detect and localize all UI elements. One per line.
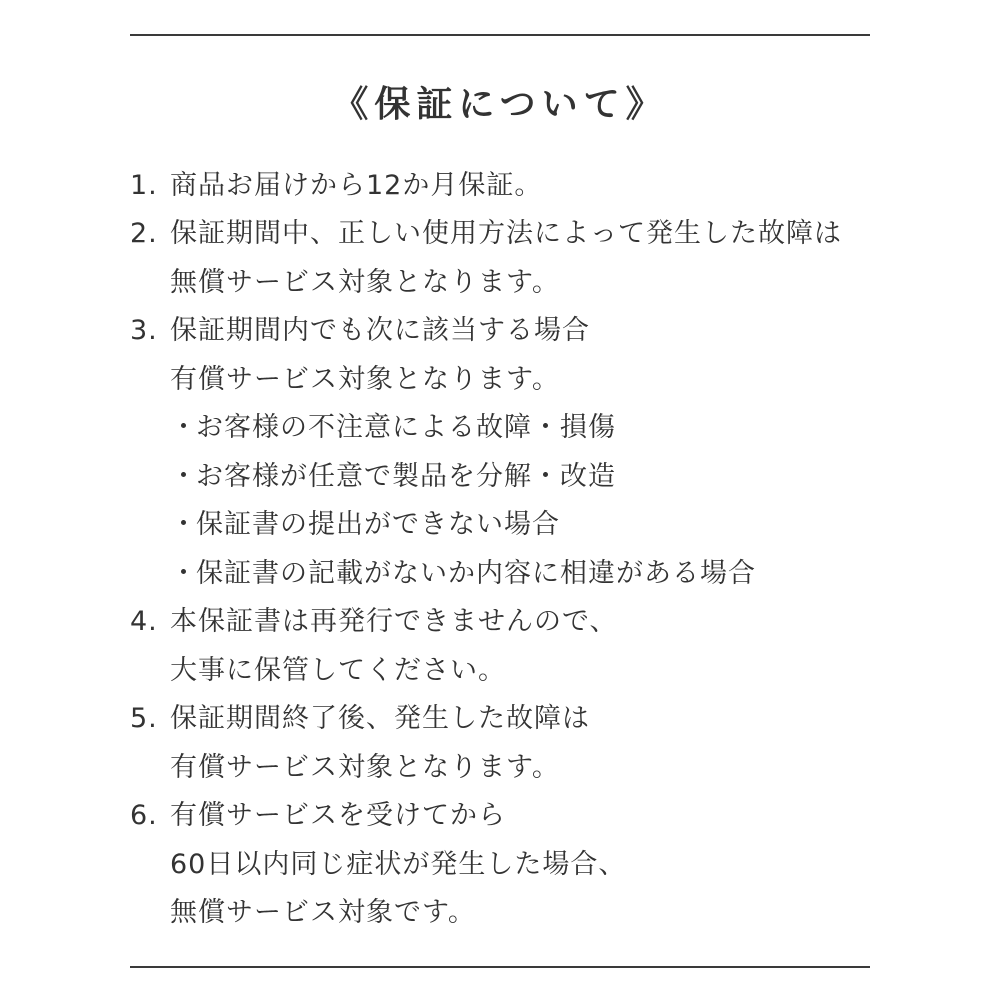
list-item-2-continuation (170, 259, 560, 307)
item-text: 保証期間中、正しい使用方法によって発生した故障は (170, 218, 842, 249)
item-text: 保証期間内でも次に該当する場合 (170, 315, 590, 346)
bullet-icon: ・ (170, 558, 198, 589)
item-text: 保証期間終了後、発生した故障は (170, 703, 590, 734)
list-item-4 (130, 598, 617, 646)
list-item-5 (130, 695, 590, 743)
item-text: 本保証書は再発行できませんので、 (170, 606, 618, 637)
bullet-text: 保証書の提出ができない場合 (196, 509, 560, 540)
bottom-divider (130, 966, 870, 968)
bullet-text: 保証書の記載がないか内容に相違がある場合 (196, 558, 756, 589)
bullet-icon: ・ (170, 461, 198, 492)
list-item-3-continuation (170, 356, 560, 404)
bullet-text: お客様が任意で製品を分解・改造 (196, 461, 616, 492)
page-title: 《保証について》 (332, 84, 668, 125)
item-number: 1. (130, 170, 158, 201)
bullet-text: お客様の不注意による故障・損傷 (196, 412, 616, 443)
list-item-1 (130, 162, 542, 210)
item-number: 3. (130, 315, 158, 346)
item-number: 6. (130, 800, 158, 831)
list-item-4-continuation (170, 647, 506, 695)
item-text: 有償サービス対象となります。 (170, 752, 560, 783)
list-item-3 (130, 307, 590, 355)
sub-bullet-2 (170, 453, 616, 501)
list-item-6-continuation (170, 889, 476, 937)
item-text: 無償サービス対象です。 (170, 897, 476, 928)
sub-bullet-3 (170, 501, 560, 549)
bullet-icon: ・ (170, 412, 198, 443)
bullet-icon: ・ (170, 509, 198, 540)
list-item-6 (130, 792, 506, 840)
item-text: 商品お届けから12か月保証。 (170, 170, 543, 201)
list-item-2 (130, 210, 842, 258)
item-text: 大事に保管してください。 (170, 655, 506, 686)
sub-bullet-1 (170, 404, 616, 452)
top-divider (130, 34, 870, 36)
item-text: 60日以内同じ症状が発生した場合、 (170, 849, 627, 880)
list-item-6-continuation (170, 841, 626, 889)
item-number: 2. (130, 218, 158, 249)
item-text: 有償サービス対象となります。 (170, 364, 560, 395)
item-number: 4. (130, 606, 158, 637)
item-text: 無償サービス対象となります。 (170, 267, 560, 298)
item-number: 5. (130, 703, 158, 734)
item-text: 有償サービスを受けてから (170, 800, 506, 831)
list-item-5-continuation (170, 744, 560, 792)
sub-bullet-4 (170, 550, 756, 598)
